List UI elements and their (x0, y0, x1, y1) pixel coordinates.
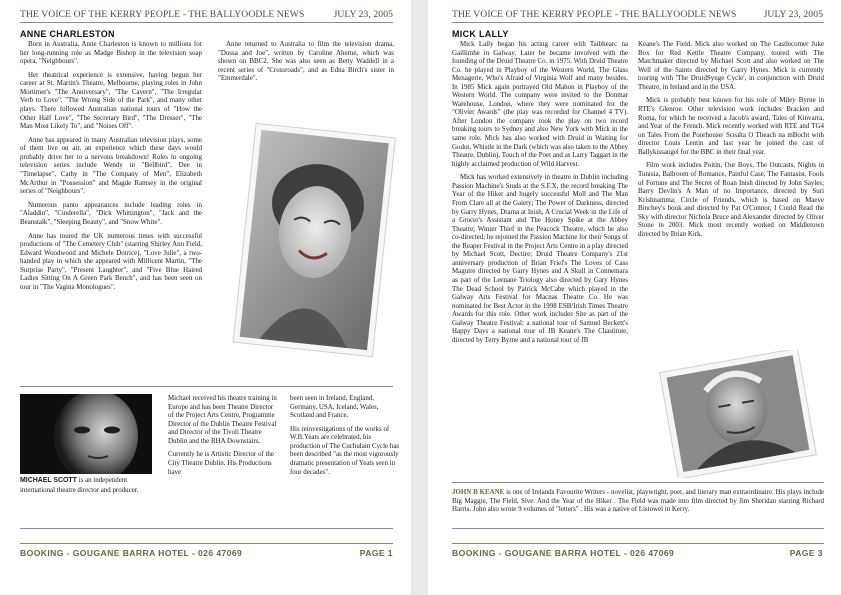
paragraph: Keane's The Field. Mick also worked on The Castlecomer Juke Box for Red Kettle Theatre Company, toured with The Matchmaker directed by Michael Scott and also worked on The Well of the Saints directed by Garry Hynes. Mick is currently touring with 'The DruidSynge Cycle', in conjunction with Druid Theatre, in Ireland and in the USA. (638, 40, 824, 91)
paragraph: Mick is probably best known for his role of Miley Byrne in RTE's Glenroe. Other television work includes Bracken and Roma, for which he received a Jacob's award, Tales of Kinvarra, and Year of the French. Mick recently worked with RTE and TG4 on Tales From the Poorhouse/ Scealta O Theach na mBocht with director Louis Lentin and last year he joined the cast of Ballykissangel for the BBC in their final year. (638, 96, 824, 156)
caption-name: MICHAEL SCOTT (20, 477, 77, 484)
page-number: PAGE 3 (789, 548, 823, 558)
footer-rule (20, 543, 393, 544)
publication-title: THE VOICE OF THE KERRY PEOPLE - THE BALLYOODLE NEWS (452, 9, 737, 20)
footer-rule-top (20, 528, 393, 529)
booking-info: BOOKING - GOUGANE BARRA HOTEL - 026 47069 (452, 548, 675, 558)
footer-rule (452, 543, 824, 544)
caption-text: is an independent international theatre director and producer. (20, 476, 139, 494)
paragraph: Mick Lally began his acting career with Taibhearc na Gaillimhe in Galway. Later he became involved with the founding of the Druid Theatre Co. in 1975. With Druid Theatre Co. he played in Playboy of the Western World, The Glass Menagerie, Who's Afraid of Virginia Wolf and many besides. In 1985 Mick again portrayed Old Mahon in Playboy of the Western World. The company were invited to the Donmar Warehouse, London, where they were nominated for the "Olivier Awards" (the play was recorded for Channel 4 TV). After London the company took the play on two record breaking tours to Sydney and also New York with Mick in the same role. Mick has also worked with Druid in Waiting for Godot, Whistle in the Dark (which was also taken to the Abbey Theatre, Dublin), Touch of the Poet and as Larry Taggart in the highly acclaimed production of Wild Harvest. (452, 40, 628, 168)
john-b-keane-bio (452, 488, 824, 514)
article-column-2 (638, 40, 824, 238)
paragraph: His reinvestigations of the works of W.B.Yeats are celebrated, his production of The Cuchulain Cycle has been described "as the most vigorously dramatic presentation of Yeats seen in four decades". (290, 424, 400, 476)
issue-date: JULY 23, 2005 (333, 9, 393, 20)
page-1 (0, 0, 411, 595)
page-3 (428, 0, 841, 595)
footer-rule-top (452, 528, 824, 529)
paragraph: Film work includes Poitin, Our Boys, The Outcasts, Nights in Tunisia, Ballroom of Romance, Painful Case, The Fantasist, Fools of Fortune and The Secret of Roan Inish directed by John Sayles; Barry Devlin's A Man of no Importance, directed by Suri Krishnamma; Circle of Friends, which is based on Maeve Binchey's book and directed by Pat O'Connor, I Could Read the Sky with director Nichola Bruce and Alexander directed by Oliver Stone in 2003. Mick most recently worked on Middletown directed by Brian Kirk. (638, 161, 824, 238)
page-header (452, 9, 823, 20)
paragraph: Mick has worked extensively in theatre in Dublin including Passion Machine's Studs at the S.F.X, the record breaking The Year of the Hiker and hugely successful Moll and The Man From Clare all at the Gaiety; The Power of Darkness, directed by Garry Hynes, Drama at Inish, A Crucial Week in the Life of a Grocer's Assistant and The Honey Spike at the Abbey Theatre; Winter Thief in the Peacock Theatre, which he also co-directed; he rejoined the Passion Machine for their Songs of the Reaper Festival in the Project Arts Centre in a play directed by Michael Scott, Dectire; Druid Theatre Company's 21st anniversary production of Brian Friel's The Loves of Cass Maguire directed by Garry Hynes and A Skull in Connemara as part of the Leenane Triology also directed by Gary Hynes The Dead School by Patrick McCabe which played in the Galway Arts Festival for Macnas Theatre Co. He was nominated for Best Actor in the 1998 ESB/Irish Times Theatre Awards for this role. Other work includes Site as part of the Galway Theatre Festival; a national tour of Samuel Beckett's Happy Days a national tour of JB Keane's The Chastitute, directed by Terry Byrne and a national tour of JB (452, 173, 628, 344)
michael-scott-column-1 (168, 394, 278, 476)
paragraph: been seen in Ireland, England, Germany, USA, Iceland, Wales, Scotland and France. (290, 394, 379, 420)
section-rule (452, 482, 824, 483)
michael-scott-photo (20, 394, 152, 474)
page-header (20, 9, 393, 20)
paragraph: Her theatrical experience is extensive, having begun her career at St. Martin's Theatre, Melbourne, playing roles in John Mortimer's "The Anniversary", "The Cavern", "The Irregular Verb to Love", "The Wrong Side of the Park", and many other plays. There followed Australian national tours of "How the Other Half Love", "The Secretary Bird", "The Dresser", "The Man Most Likely To", and "Noises Off". (20, 70, 202, 131)
article-title: MICK LALLY (452, 29, 509, 39)
paragraph: Anne has toured the UK numerous times with successful productions of "The Cemetery Club" (starring Shirley Ann Field, Edward Woodwood and Michele Dotrice), "Love Julie", a two-handed play in which she appeared with Millicent Martin, "The Surprise Party", "Present Laughter", and "Five Blue Haired Ladies Sitting On A Green Park Bench", and has been seen on tour in "The Vagina Monologues". (20, 231, 202, 291)
bio-text: is one of Irelands Favourite Writers - novelist, playwright, poet, and literary man extraordinaire. His plays include Big Maggie, The Field, Sive. And the Year of the Hiker . The Field was made into film directed by Jim Sheridan starring Richard Harris. John also wrote 9 volumes of "letters" . His was a native of Listowel in Kerry. (452, 488, 824, 514)
mick-lally-photo (648, 350, 824, 478)
bio-name: JOHN B KEANE (452, 488, 505, 496)
article-column-1 (20, 40, 202, 292)
page-number: PAGE 1 (359, 548, 393, 558)
paragraph: Michael received his theatre training in Europe and has been Theatre Director of the Project Arts Centre, Programme Director of the Dublin Theatre Festival and Director of the Tivoli Theatre Dublin and the RHA Downstairs. (168, 394, 277, 445)
publication-title: THE VOICE OF THE KERRY PEOPLE - THE BALLYOODLE NEWS (20, 9, 305, 20)
issue-date: JULY 23, 2005 (763, 9, 823, 20)
article-column-1 (452, 40, 628, 344)
paragraph: Born in Australia, Anne Charleston is known to millions for her long-running role as Madge Bishop in the television soap opera, "Neighbours". (20, 40, 202, 66)
section-rule (20, 386, 393, 387)
booking-info: BOOKING - GOUGANE BARRA HOTEL - 026 47069 (20, 548, 243, 558)
paragraph: Currently he is Artistic Director of the City Theatre Dublin. His Productions have (168, 450, 274, 476)
paragraph: Anne returned to Australia to film the television drama, "Dossa and Joe", written by Caroline Aherne, which was shown on BBC2. She was also seen as Betty Waddell in a recent series of "Crossroads", and as Edna Birch's sister in "Emmerdale". (218, 40, 394, 83)
michael-scott-caption (20, 476, 150, 494)
anne-charleston-photo (230, 122, 398, 362)
article-column-2 (218, 40, 394, 83)
header-rule (20, 22, 393, 23)
header-rule (452, 22, 824, 23)
paragraph: Anne has appeared in many Australian television plays, some of them live on air, an experience which these days would probably drive her to a nervous breakdown! Roles in ongoing television series include Wendy in "Bellbird", Dee in "Timelapse", Cathy in "The Company of Men", Elizabeth McArthur in "Possession" and Magde Ramsey in the original series of "Neighbours". (20, 135, 202, 196)
michael-scott-column-2 (290, 394, 400, 476)
article-title: ANNE CHARLESTON (20, 29, 115, 39)
paragraph: Numerous panto appearances include leading roles in "Aladdin", "Cinderella", "Dick Whittington", "Jack and the Beanstalk", "Sleeping Beauty", and "Snow White". (20, 200, 202, 226)
